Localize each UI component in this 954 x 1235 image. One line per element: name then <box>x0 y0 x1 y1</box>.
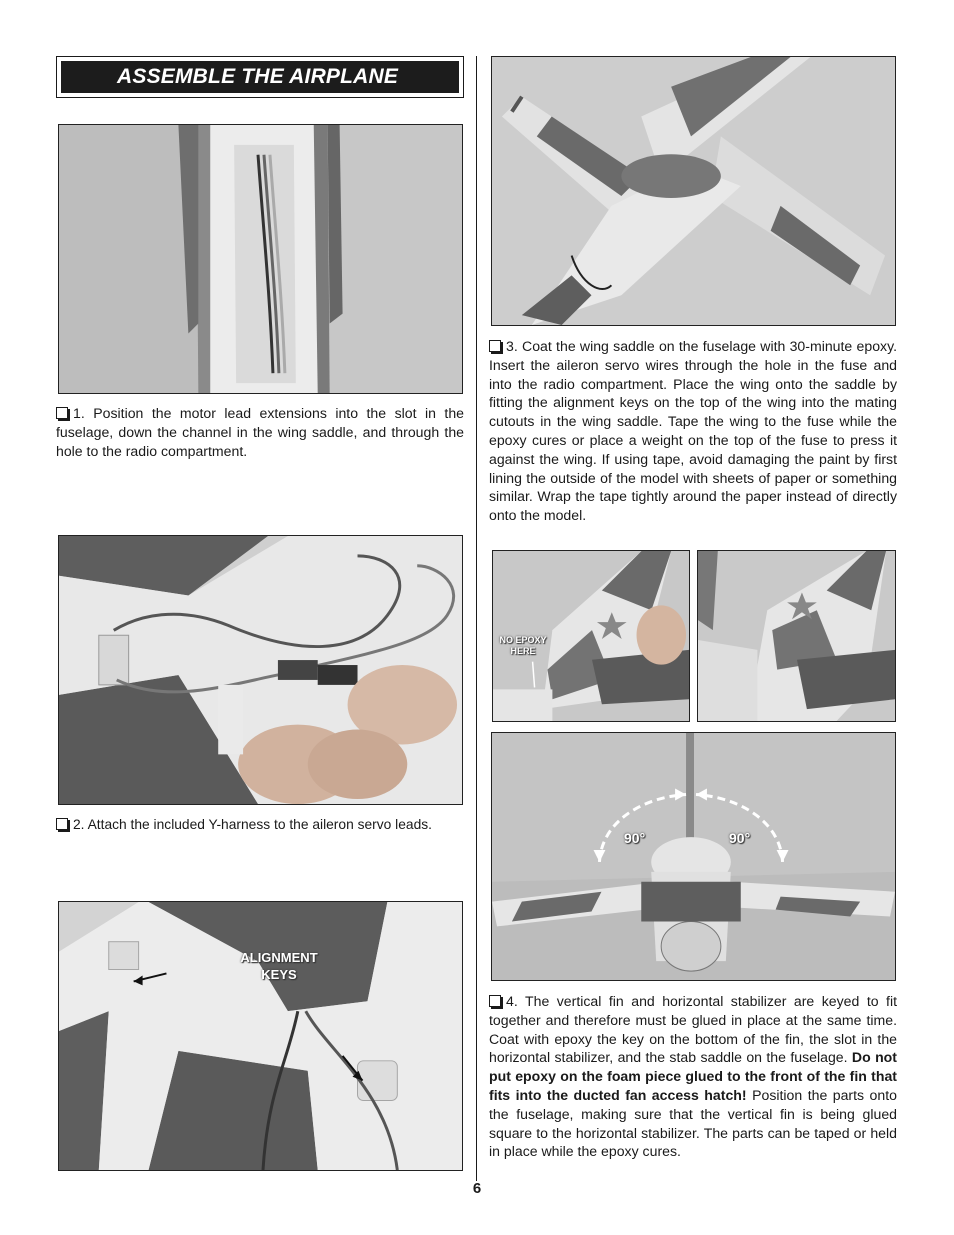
step-1-checkbox[interactable] <box>56 407 68 419</box>
step-4-warning: Do not put epoxy on the foam piece glued to the front of the fin that fits into the ducted fan access hatch! <box>489 1049 897 1103</box>
photo-fin-installed <box>697 550 896 722</box>
right-angle-label: 90° <box>729 830 751 846</box>
photo-fin-square-check <box>491 732 896 981</box>
alignment-keys-label: ALIGNMENT KEYS <box>240 950 318 982</box>
step-4-checkbox[interactable] <box>489 995 501 1007</box>
step-3-number: 3. <box>506 338 518 354</box>
section-title: ASSEMBLE THE AIRPLANE <box>61 61 459 93</box>
photo-wing-on-fuselage <box>491 56 896 326</box>
no-epoxy-label: NO EPOXY HERE <box>499 635 547 656</box>
step-3-checkbox[interactable] <box>489 340 501 352</box>
step-2-number: 2. <box>73 817 85 832</box>
step-4-instruction <box>489 992 897 1161</box>
photo-alignment-keys <box>58 901 463 1171</box>
step-2-instruction <box>56 816 464 835</box>
step-4-number: 4. <box>506 993 518 1009</box>
photo-fin-no-epoxy <box>492 550 690 722</box>
left-angle-label: 90° <box>624 830 646 846</box>
step-1-instruction <box>56 404 464 460</box>
step-2-text: Attach the included Y-harness to the aileron servo leads. <box>87 817 432 832</box>
step-1-text: Position the motor lead extensions into the slot in the fuselage, down the channel in the wing saddle, and through the hole to the radio compartment. <box>56 405 464 459</box>
section-header <box>56 56 464 98</box>
step-4-text: The vertical fin and horizontal stabilizer are keyed to fit together and therefore must be glued in place at the same time. Coat with epoxy the key on the bottom of the fin, the slot in the horizontal stabilizer, and the stab saddle on the fuselage. <box>489 993 898 1066</box>
page-number: 6 <box>472 1180 482 1197</box>
step-4-text-after: Position the parts onto the fuselage, making sure that the vertical fin is being glued square to the horizontal stabilizer. The parts can be taped or held in place while the epoxy cures. <box>489 1086 897 1160</box>
photo-y-harness <box>58 535 463 805</box>
step-2-checkbox[interactable] <box>56 818 68 830</box>
step-1-number: 1. <box>73 405 85 421</box>
photo-motor-lead-slot <box>58 124 463 394</box>
column-divider <box>476 56 477 1181</box>
step-3-text: Coat the wing saddle on the fuselage with 30-minute epoxy. Insert the aileron servo wires through the hole in the fuse and into the radio compartment. Place the wing onto the saddle by fitting the alignment keys on the top of the wing into the mating cutouts in the wing saddle. Tape the wing to the fuse while the epoxy cures or place a weight on the top of the fuse to press it against the wing. If using tape, avoid damaging the paint by first lining the outside of the model with sheets of paper or something similar. Wrap the tape tightly around the paper instead of directly onto the model. <box>489 338 897 524</box>
step-3-instruction <box>489 337 897 525</box>
